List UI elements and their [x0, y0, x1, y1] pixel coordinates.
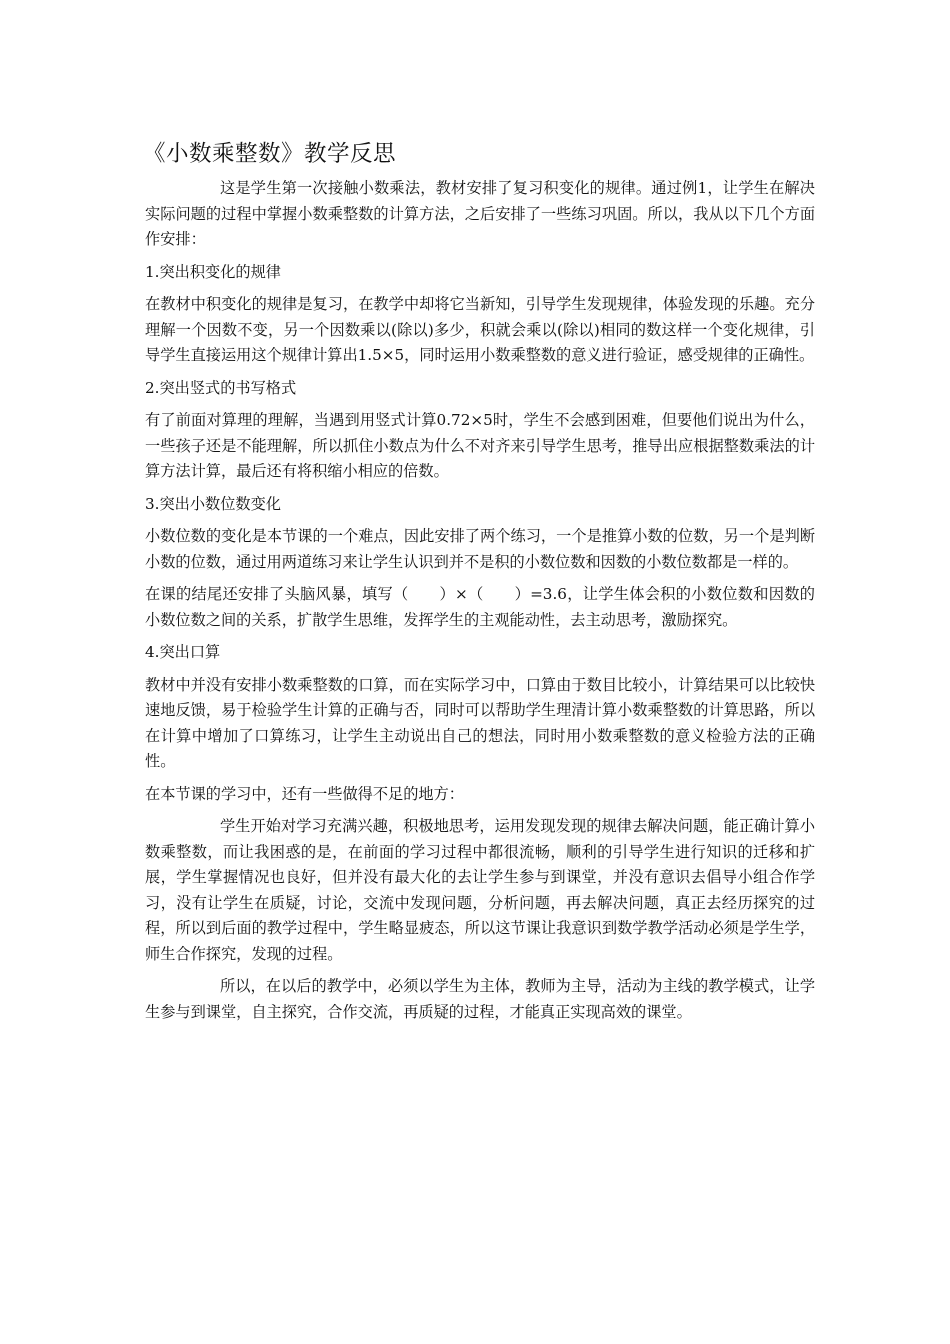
section-3-paragraph-2: 在课的结尾还安排了头脑风暴，填写（ ）×（ ）=3.6，让学生体会积的小数位数和因数的小数位数之间的关系，扩散学生思维，发挥学生的主观能动性，去主动思考，激励探究。 — [145, 585, 815, 629]
section-1-heading: 1.突出积变化的规律 — [145, 262, 281, 281]
shortcomings-intro: 在本节课的学习中，还有一些做得不足的地方： — [145, 784, 464, 803]
conclusion-paragraph: 所以，在以后的教学中，必须以学生为主体，教师为主导，活动为主线的教学模式，让学生参与到课堂，自主探究，合作交流，再质疑的过程，才能真正实现高效的课堂。 — [145, 977, 815, 1021]
section-4-paragraph: 教材中并没有安排小数乘整数的口算，而在实际学习中，口算由于数目比较小，计算结果可以比较快速地反馈，易于检验学生计算的正确与否，同时可以帮助学生理清计算小数乘整数的计算思路，所以在计算中增加了口算练习，让学生主动说出自己的想法，同时用小数乘整数的意义检验方法的正确性。 — [145, 675, 815, 770]
section-4-heading: 4.突出口算 — [145, 643, 221, 661]
intro-paragraph: 这是学生第一次接触小数乘法，教材安排了复习积变化的规律。通过例1，让学生在解决实际问题的过程中掌握小数乘整数的计算方法，之后安排了一些练习巩固。所以，我从以下几个方面作安排： — [145, 179, 815, 248]
section-3-paragraph-1: 小数位数的变化是本节课的一个难点，因此安排了两个练习，一个是推算小数的位数，另一个是判断小数的位数，通过用两道练习来让学生认识到并不是积的小数位数和因数的小数位数都是一样的。 — [145, 527, 815, 571]
reflection-paragraph: 学生开始对学习充满兴趣，积极地思考，运用发现发现的规律去解决问题，能正确计算小数乘整数，而让我困惑的是，在前面的学习过程中都很流畅，顺利的引导学生进行知识的迁移和扩展，学生掌握情况也良好，但并没有最大化的去让学生参与到课堂，并没有意识去倡导小组合作学习，没有让学生在质疑，讨论，交流中发现问题，分析问题，再去解决问题，真正去经历探究的过程，所以到后面的教学过程中，学生略显疲态，所以这节课让我意识到数学教学活动必须是学生学，师生合作探究，发现的过程。 — [145, 817, 815, 963]
document-page — [145, 138, 815, 1032]
document-title: 《小数乘整数》教学反思 — [143, 141, 397, 167]
section-3-heading: 3.突出小数位数变化 — [145, 494, 281, 513]
section-2-heading: 2.突出竖式的书写格式 — [145, 378, 297, 397]
section-2-paragraph: 有了前面对算理的理解，当遇到用竖式计算0.72×5时，学生不会感到困难，但要他们说出为什么，一些孩子还是不能理解，所以抓住小数点为什么不对齐来引导学生思考，推导出应根据整数乘法的计算方法计算，最后还有将积缩小相应的倍数。 — [145, 411, 815, 480]
section-1-paragraph: 在教材中积变化的规律是复习，在教学中却将它当新知，引导学生发现规律，体验发现的乐趣。充分理解一个因数不变，另一个因数乘以(除以)多少，积就会乘以(除以)相同的数这样一个变化规律，引导学生直接运用这个规律计算出1.5×5，同时运用小数乘整数的意义进行验证，感受规律的正确性。 — [145, 295, 815, 364]
